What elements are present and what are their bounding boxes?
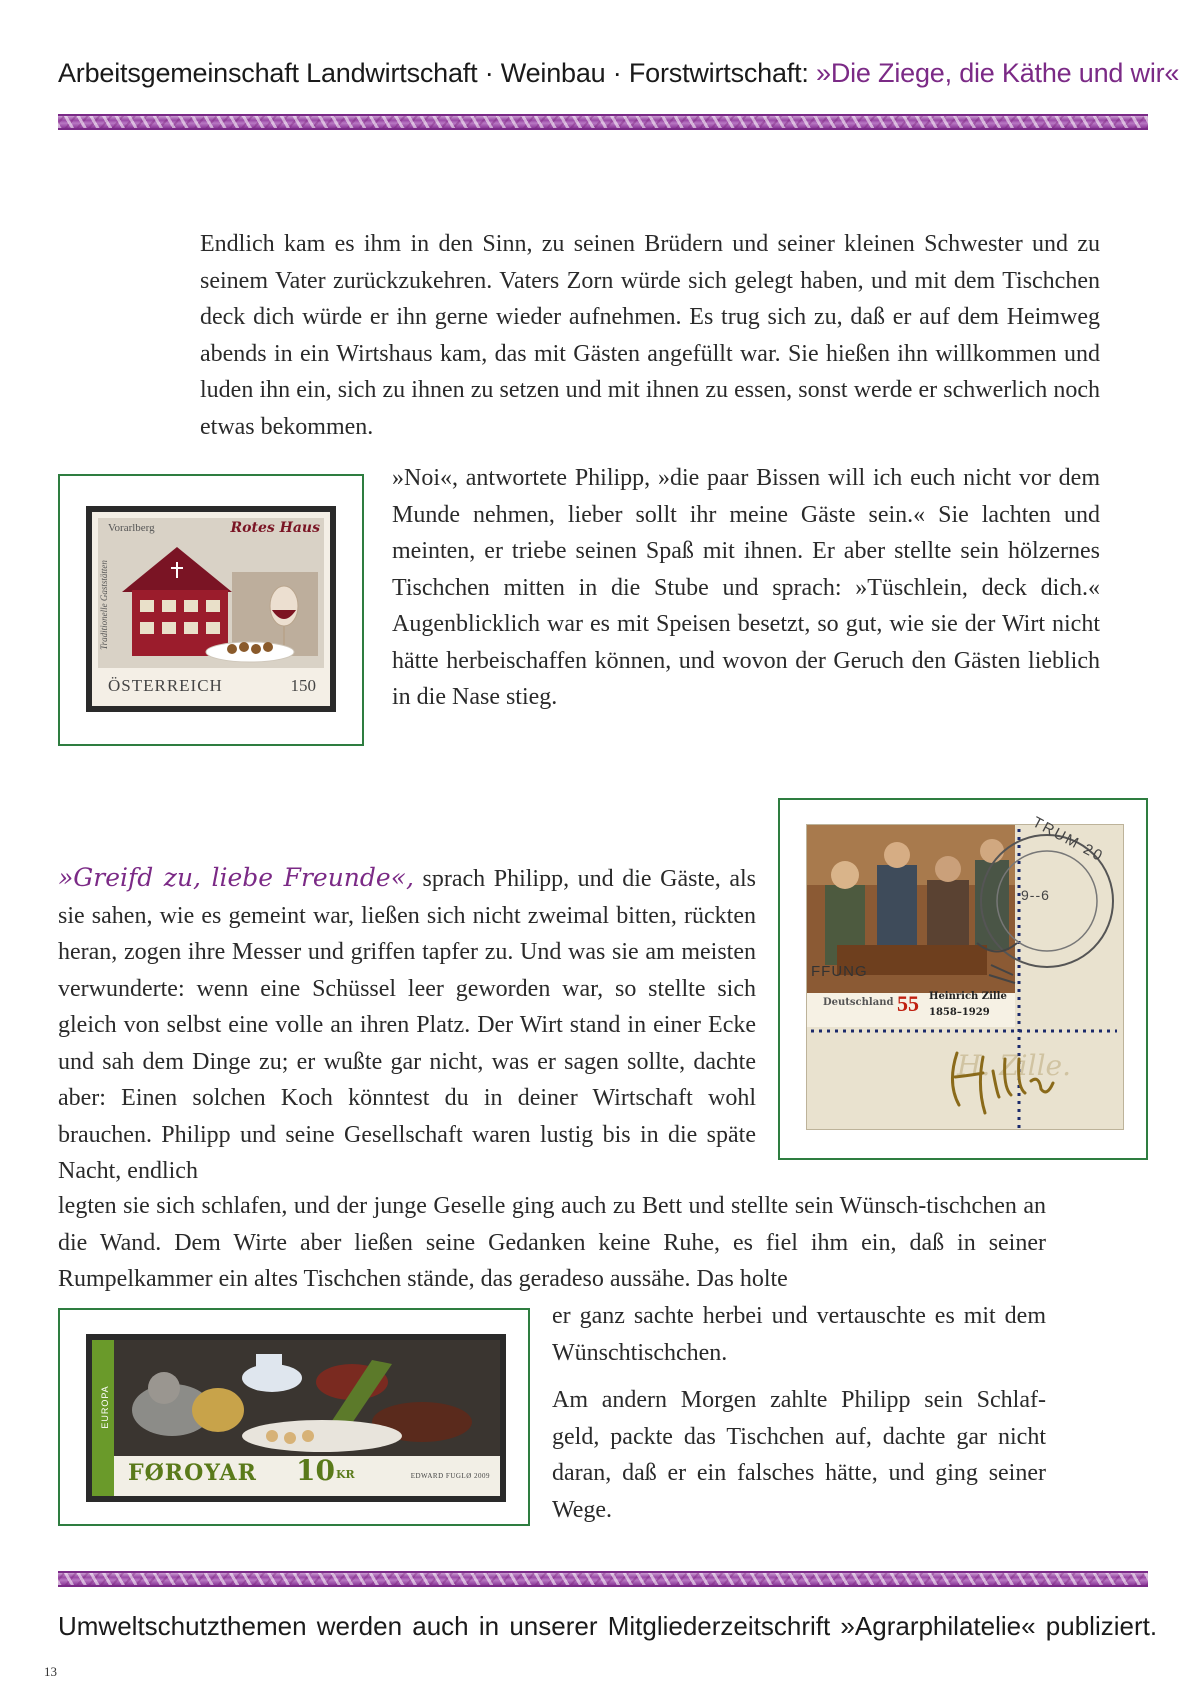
stamp-germany-postmark-date: 9--6 — [1021, 887, 1050, 903]
stamp-germany-signature: H. Zille. — [957, 1049, 1072, 1082]
paragraph-3-middle — [58, 1188, 1046, 1298]
paragraph-2 — [392, 460, 1100, 716]
paragraph-4 — [552, 1382, 1046, 1528]
paragraph-1-text: Endlich kam es ihm in den Sinn, zu seinen Brüdern und seiner kleinen Schwester und zu seinem Vater zurückzukehren. Vaters Zorn würde sich gelegt haben, und mit dem Tischchen deck dich würde er ihn gerne wieder aufnehmen. Es trug sich zu, daß er auf dem Heimweg abends in ein Wirtshaus kam, das mit Gästen angefüllt war. Sie hießen ihn willkommen und luden ihn ein, sich zu ihnen zu setzen und mit ihnen zu essen, sonst werde er schwerlich noch etwas bekommen. — [200, 231, 1100, 440]
stamp-germany-years: 1858–1929 — [929, 1007, 990, 1018]
stamp-faroe-value: 10 — [296, 1454, 335, 1487]
stamp-austria — [86, 506, 336, 712]
stamp-austria-side-text: Traditionelle Gaststätten — [99, 560, 109, 650]
paragraph-3-start — [58, 860, 756, 1190]
stamp-faroe-label: EUROPA — [100, 1385, 110, 1429]
stamp-frame-austria — [58, 474, 364, 746]
stamp-frame-faroe — [58, 1308, 530, 1526]
paragraph-3c-text: er ganz sachte herbei und vertauschte es mit dem Wünschtischchen. — [552, 1303, 1046, 1366]
footer-ornament-band — [58, 1571, 1148, 1587]
stamp-faroe-unit: KR — [336, 1468, 355, 1481]
header-subtitle: »Die Ziege, die Käthe und wir« — [816, 58, 1180, 88]
stamp-faroe-artist: EDWARD FUGLØ 2009 — [410, 1472, 490, 1480]
paragraph-1 — [200, 226, 1100, 445]
paragraph-3a-text: sprach Philipp, und die Gäste, als sie sahen, wie es gemeint war, ließen sich nicht zweimal bitten, rückten heran, zogen ihre Messer und griffen tapfer zu. Und was sie am meisten verwunderte: wenn eine Schüssel leer geworden war, so stellte sich gleich von selbst eine volle an ihren Platz. Der Wirt stand in einer Ecke und sah dem Dinge zu; er wußte gar nicht, was er sagen sollte, dachte aber: Einen solchen Koch könntest du in deiner Wirtschaft wohl brauchen. Philipp und seine Gesellschaft waren lustig bis in die späte Nacht, endlich — [58, 866, 756, 1184]
page-header — [58, 58, 1180, 89]
stamp-faroe — [86, 1334, 506, 1502]
page-footer: Umweltschutzthemen werden auch in unserer Mitgliederzeitschrift »Agrarphilatelie« publiziert. — [58, 1611, 1158, 1641]
stamp-germany-value: 55 — [897, 991, 919, 1016]
header-ornament-band — [58, 114, 1148, 130]
stamp-frame-germany — [778, 798, 1148, 1160]
stamp-germany-postmark-text: TRUM 20 — [1029, 813, 1107, 866]
page-number: 13 — [44, 1664, 57, 1679]
paragraph-4-text: Am andern Morgen zahlte Philipp sein Schlaf-geld, packte das Tischchen auf, dachte gar nicht daran, daß er ein falsches hätte, und ging seiner Wege. — [552, 1387, 1046, 1523]
stamp-germany-cancel-text: FFUNG — [811, 963, 868, 980]
paragraph-3b-text: legten sie sich schlafen, und der junge Geselle ging auch zu Bett und stellte sein Wünsch-tischchen an die Wand. Dem Wirte aber ließen seine Gedanken keine Ruhe, es fiel ihm ein, daß in seiner Rumpelkammer ein altes Tischchen stände, das geradeso aussähe. Das holte — [58, 1193, 1046, 1292]
stamp-germany-name: Heinrich Zille — [929, 991, 1007, 1002]
paragraph-3-end — [552, 1298, 1046, 1371]
stamp-germany-sheet — [806, 813, 1124, 1130]
stamp-austria-value: 150 — [290, 676, 316, 695]
stamp-germany-country: Deutschland — [823, 997, 894, 1008]
stamp-austria-country: ÖSTERREICH — [108, 676, 223, 695]
stamp-austria-title: Rotes Haus — [230, 520, 320, 536]
quote-lead: »Greifd zu, liebe Freunde«, — [58, 863, 414, 892]
stamp-faroe-country: FØROYAR — [128, 1460, 257, 1486]
paragraph-2-text: »Noi«, antwortete Philipp, »die paar Bissen will ich euch nicht vor dem Munde nehmen, lieber sollt ihr meine Gäste sein.« Sie lachten und meinten, er triebe seinen Spaß mit ihnen. Er aber stellte sein hölzernes Tischchen mitten in die Stube und sprach: »Tüschlein, deck dich.« Augenblicklich war es mit Speisen besetzt, so gut, wie sie der Wirt nicht hätte herbeischaffen können, und wovon der Geruch den Gästen lieblich in die Nase stieg. — [392, 465, 1100, 710]
stamp-austria-region: Vorarlberg — [108, 522, 155, 534]
header-title: Arbeitsgemeinschaft Landwirtschaft · Weinbau · Forstwirtschaft: — [58, 58, 817, 88]
